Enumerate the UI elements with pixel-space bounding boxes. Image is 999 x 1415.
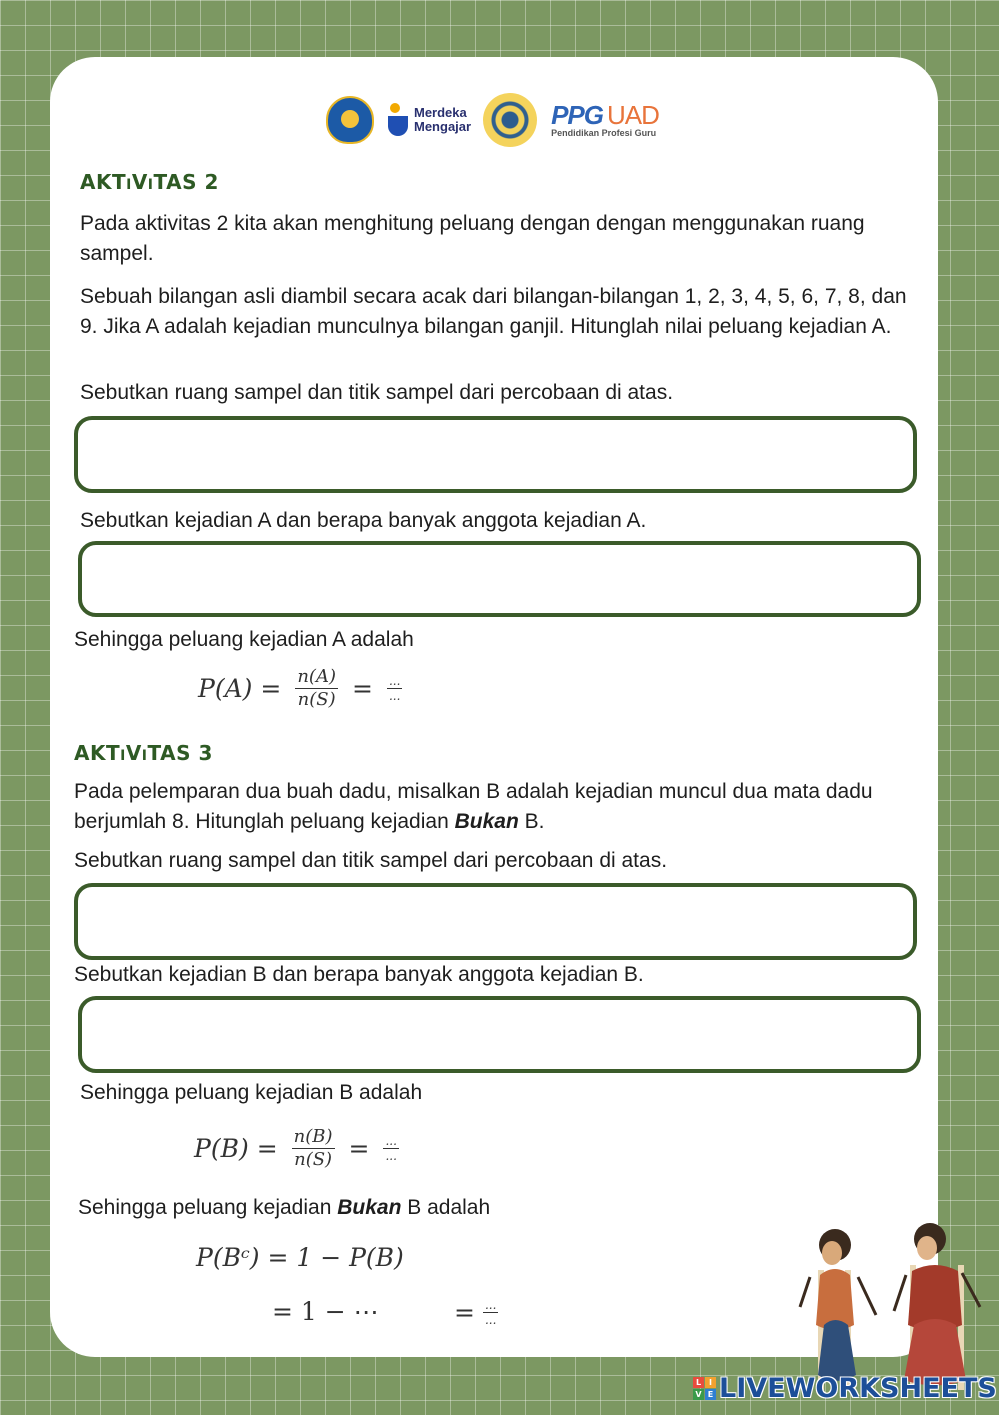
formula-b-answer-fraction	[383, 1134, 398, 1163]
formula-b-lhs: P(B)	[194, 1134, 249, 1163]
bukan-emphasis: Bukan	[454, 810, 519, 833]
answer-input-sample-space-b[interactable]	[78, 887, 913, 956]
merdeka-mengajar-logo	[388, 103, 471, 137]
formula-b-numerator: n(B)	[293, 1126, 333, 1147]
formula-a-answer-fraction	[387, 674, 402, 703]
formula-b-equals-2: =	[348, 1134, 370, 1163]
ppg-uad-logo	[551, 102, 659, 138]
formula-b-answer-numerator: ...	[385, 1134, 397, 1148]
answer-box-event-a[interactable]	[78, 541, 921, 617]
formula-complement-equals: =	[454, 1298, 475, 1327]
formula-probability-b	[194, 1126, 405, 1171]
answer-input-sample-space-a[interactable]	[78, 420, 913, 489]
answer-input-event-b[interactable]	[82, 1000, 917, 1069]
merdeka-mengajar-mark-icon	[388, 103, 410, 137]
formula-complement-line2: = 1 − ⋯	[272, 1297, 379, 1326]
aktivitas-2-heading: AKTiViTAS 2	[80, 170, 219, 194]
formula-a-answer-numerator: ...	[388, 674, 401, 688]
formula-complement-numerator: ...	[484, 1298, 497, 1312]
ppg-text: PPG	[551, 100, 603, 130]
formula-a-denominator: n(S)	[297, 689, 336, 710]
formula-probability-a	[198, 666, 408, 711]
uad-text: UAD	[607, 100, 659, 130]
aktivitas-3-question-event-b: Sebutkan kejadian B dan berapa banyak anggota kejadian B.	[74, 963, 644, 986]
liveworksheets-brand: LIVEWORKSHEETS	[719, 1373, 997, 1404]
aktivitas-3-conclusion-complement: Sehingga peluang kejadian Bukan B adalah	[78, 1196, 491, 1219]
liveworksheets-watermark	[693, 1373, 997, 1404]
aktivitas-3-question-sample-space: Sebutkan ruang sampel dan titik sampel dari percobaan di atas.	[74, 849, 668, 872]
bukan-emphasis-2: Bukan	[337, 1196, 402, 1219]
answer-input-event-a[interactable]	[82, 545, 917, 613]
formula-a-equals-2: =	[351, 674, 373, 703]
logo-bar	[326, 92, 659, 148]
mengajar-text: Mengajar	[414, 119, 472, 134]
formula-b-denominator: n(S)	[294, 1149, 333, 1170]
wayang-left-figure	[800, 1229, 876, 1390]
answer-box-event-b[interactable]	[78, 996, 921, 1073]
liveworksheets-icon: L I V E	[693, 1377, 716, 1400]
answer-box-sample-space-a[interactable]	[74, 416, 917, 493]
wayang-puppets-illustration	[790, 1215, 990, 1390]
uad-seal-icon	[483, 93, 537, 147]
formula-a-equals-1: =	[260, 674, 282, 703]
formula-b-equals-1: =	[256, 1134, 278, 1163]
formula-b-fraction	[292, 1126, 335, 1171]
formula-b-answer-denominator: ...	[385, 1149, 397, 1163]
aktivitas-2-problem: Sebuah bilangan asli diambil secara acak dari bilangan-bilangan 1, 2, 3, 4, 5, 6, 7, 8, dan 9. Jika A adalah kejadian munculnya bilangan ganjil. Hitunglah nilai peluang kejadian A.	[80, 285, 907, 338]
formula-complement-result	[454, 1298, 504, 1327]
answer-box-sample-space-b[interactable]	[74, 883, 917, 960]
aktivitas-3-problem: Pada pelemparan dua buah dadu, misalkan B adalah kejadian muncul dua mata dadu berjumlah 8. Hitunglah peluang kejadian Bukan B.	[74, 780, 873, 833]
formula-complement-line1: P(Bᶜ) = 1 − P(B)	[196, 1243, 404, 1272]
merdeka-text: Merdeka	[414, 105, 467, 120]
formula-a-numerator: n(A)	[297, 666, 336, 687]
aktivitas-2-question-event-a: Sebutkan kejadian A dan berapa banyak anggota kejadian A.	[80, 509, 647, 532]
formula-a-fraction	[295, 666, 338, 711]
formula-a-answer-denominator: ...	[388, 689, 401, 703]
tut-wuri-handayani-logo-icon	[326, 96, 374, 144]
formula-a-lhs: P(A)	[198, 674, 253, 703]
formula-complement-denominator: ...	[484, 1313, 497, 1327]
aktivitas-3-heading: AKTiViTAS 3	[74, 741, 213, 765]
aktivitas-2-conclusion: Sehingga peluang kejadian A adalah	[74, 628, 414, 651]
aktivitas-2-question-sample-space: Sebutkan ruang sampel dan titik sampel dari percobaan di atas.	[80, 381, 674, 404]
aktivitas-3-conclusion: Sehingga peluang kejadian B adalah	[80, 1081, 423, 1104]
formula-complement-answer-fraction	[483, 1298, 498, 1327]
aktivitas-2-intro: Pada aktivitas 2 kita akan menghitung peluang dengan dengan menggunakan ruang sampel.	[80, 212, 865, 265]
ppg-subtitle: Pendidikan Profesi Guru	[551, 128, 657, 138]
wayang-right-figure	[894, 1223, 980, 1390]
